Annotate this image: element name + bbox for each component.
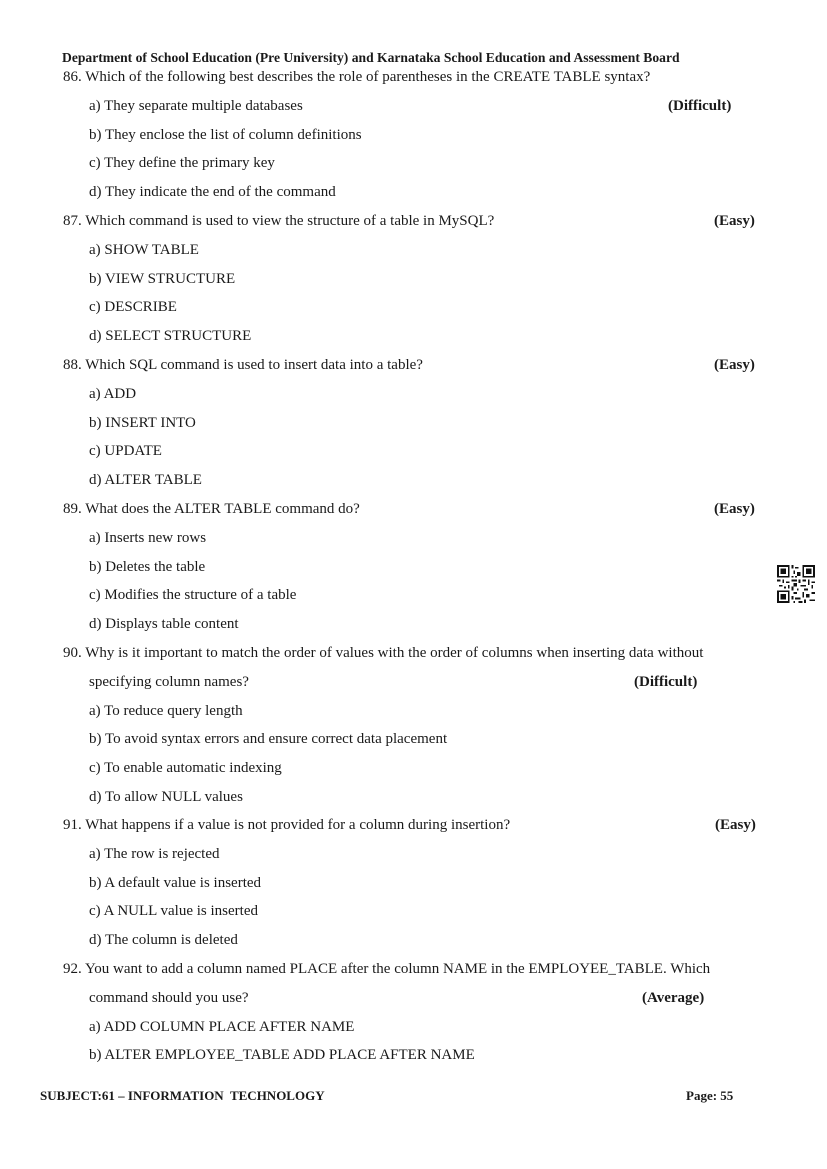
option: b) ALTER EMPLOYEE_TABLE ADD PLACE AFTER NAME bbox=[89, 1047, 475, 1064]
option: a) ADD COLUMN PLACE AFTER NAME bbox=[89, 1018, 355, 1035]
option: d) ALTER TABLE bbox=[89, 472, 202, 489]
difficulty-label: (Average) bbox=[642, 989, 705, 1006]
question-89 bbox=[63, 495, 779, 639]
question-text: What does the ALTER TABLE command do? bbox=[85, 501, 360, 517]
option: a) SHOW TABLE bbox=[89, 241, 199, 258]
question-text: specifying column names? bbox=[89, 673, 249, 690]
option: c) UPDATE bbox=[89, 443, 162, 460]
question-text: Why is it important to match the order of values with the order of columns when inserting data without bbox=[85, 645, 704, 661]
question-number: 92. bbox=[63, 961, 82, 977]
option: c) A NULL value is inserted bbox=[89, 903, 258, 920]
option: b) VIEW STRUCTURE bbox=[89, 270, 236, 287]
question-stem bbox=[63, 811, 779, 840]
option: c) They define the primary key bbox=[89, 155, 275, 172]
question-text: Which SQL command is used to insert data into a table? bbox=[85, 357, 423, 373]
option: d) SELECT STRUCTURE bbox=[89, 328, 252, 345]
question-text-continued bbox=[63, 668, 779, 697]
question-number: 90. bbox=[63, 645, 82, 661]
option: c) DESCRIBE bbox=[89, 299, 177, 316]
option: b) They enclose the list of column definitions bbox=[89, 126, 362, 143]
option: d) To allow NULL values bbox=[89, 788, 243, 805]
option: a) ADD bbox=[89, 385, 137, 402]
question-86 bbox=[63, 63, 779, 207]
option: b) Deletes the table bbox=[89, 558, 206, 575]
difficulty-label: (Easy) bbox=[715, 817, 756, 833]
option: d) They indicate the end of the command bbox=[89, 184, 336, 201]
question-text-continued bbox=[63, 984, 779, 1013]
question-number: 89. bbox=[63, 501, 82, 517]
option: b) INSERT INTO bbox=[89, 414, 196, 431]
question-stem bbox=[63, 495, 779, 524]
question-text: Which command is used to view the structure of a table in MySQL? bbox=[85, 213, 495, 229]
question-stem bbox=[63, 63, 779, 92]
option-text: a) They separate multiple databases bbox=[89, 97, 303, 114]
question-88 bbox=[63, 351, 779, 495]
question-text: You want to add a column named PLACE after the column NAME in the EMPLOYEE_TABLE. Which bbox=[84, 961, 711, 977]
question-number: 88. bbox=[63, 357, 82, 373]
difficulty-label: (Easy) bbox=[714, 501, 755, 517]
option: a) The row is rejected bbox=[89, 845, 220, 862]
footer-subject: SUBJECT:61 – INFORMATION TECHNOLOGY bbox=[40, 1088, 325, 1103]
qr-code-icon bbox=[777, 565, 815, 603]
question-text: command should you use? bbox=[89, 989, 249, 1006]
question-stem bbox=[63, 955, 779, 984]
question-90 bbox=[63, 639, 779, 812]
option: d) The column is deleted bbox=[89, 932, 238, 949]
option bbox=[63, 92, 779, 121]
difficulty-label: (Easy) bbox=[714, 357, 755, 373]
option: a) To reduce query length bbox=[89, 702, 243, 719]
footer-page-number: Page: 55 bbox=[686, 1088, 734, 1103]
page-header: Department of School Education (Pre University) and Karnataka School Education and Assessment Board bbox=[62, 50, 680, 65]
option: b) To avoid syntax errors and ensure correct data placement bbox=[89, 731, 448, 748]
difficulty-label: (Easy) bbox=[714, 213, 755, 229]
question-number: 87. bbox=[63, 213, 82, 229]
option: c) To enable automatic indexing bbox=[89, 760, 282, 777]
question-stem bbox=[63, 207, 779, 236]
question-number: 86. bbox=[63, 69, 82, 85]
difficulty-label: (Difficult) bbox=[634, 673, 698, 690]
question-91 bbox=[63, 811, 779, 955]
question-stem bbox=[63, 639, 779, 668]
difficulty-label: (Difficult) bbox=[668, 97, 732, 114]
option: d) Displays table content bbox=[89, 616, 239, 633]
option: c) Modifies the structure of a table bbox=[89, 587, 297, 604]
option: b) A default value is inserted bbox=[89, 874, 262, 891]
question-text: What happens if a value is not provided for a column during insertion? bbox=[85, 817, 511, 833]
question-text: Which of the following best describes the role of parentheses in the CREATE TABLE syntax? bbox=[85, 69, 651, 85]
question-87 bbox=[63, 207, 779, 351]
question-92 bbox=[63, 955, 779, 1070]
question-stem bbox=[63, 351, 779, 380]
option: a) Inserts new rows bbox=[89, 529, 207, 546]
question-number: 91. bbox=[63, 817, 82, 833]
